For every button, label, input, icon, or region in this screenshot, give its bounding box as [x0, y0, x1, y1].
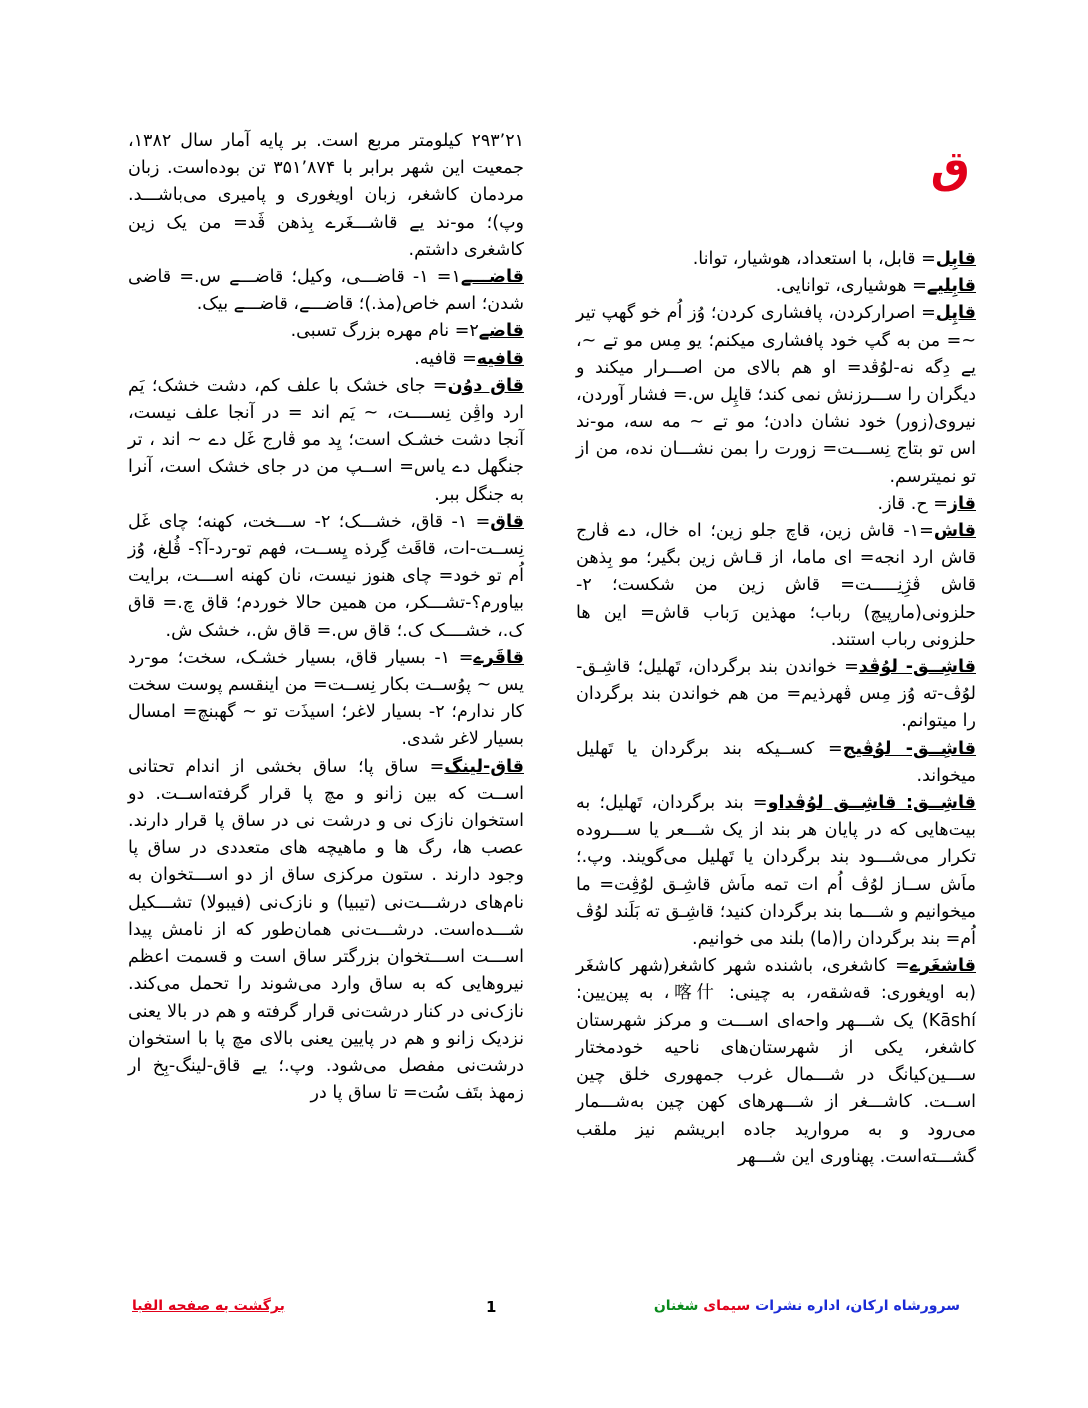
dictionary-entry — [128, 128, 524, 264]
entry-definition: = ح. قاز. — [877, 493, 948, 514]
entry-headword: قافیه — [476, 348, 524, 369]
entry-definition: = کاشغری، باشنده شهر کاشغر(شهر کاشغَر (به اویغوری: قەشقەر، به چینی: 喀什، به پین‌یین: Kāshí) یک شـــهر واحه‌ای اســـت و مرکز شهرستان کاشغر، یکی از شهرستان‌های ناحیه خودمختار ســـین‌کیانگ در شـــمال غرب جمهوری خلق چین اســت. کاشـــغر از شـــهرهای کهن چین به‌شـــمار می‌رود و به مرواريد جاده ابریشم نیز ملقب گشـــته‌است. پهناوری این شـــهر — [576, 956, 976, 1167]
dictionary-entry — [576, 790, 976, 953]
entry-definition: = ۱- قاق، خشـــک؛ ۲- ســـخت، کهنه؛ چای غَل نِســت-ات، قاقَث گِرذه یِســت، فهم تو-رد-آ؟- ڤُلغ، وُز اُم تو خود= چای هنوز نیست، نان کهنه اســـت، برایت بیاورم؟-تشـــکر، من همین حالا خوردم؛ قاق چ.= قاق ک.، خشــــک ک.؛ قاق س.= قاق ش.، خشک ش. — [128, 511, 524, 641]
entry-definition: ۱= ۱- قاضـــی، وکیل؛ قاضـــے س.= قاضی شدن؛ اسم خاص(مذ.)؛ قاضـــے، قاضـــے بیک. — [128, 267, 524, 315]
entry-definition: ۲= نام مهره بزرگ تسبی. — [290, 321, 479, 342]
entry-definition: ۲۹۳٬۲۱ کیلومتر مربع است. بر پایه آمار سال ۱۳۸۲، جمعیت این شهر برابر با ۳۵۱٬۸۷۴ تن بوده‌است. زبان مردمان کاشغر، زبان اویغوری و پامیری می‌باشـــد. وپ)؛ مو-ند یے قاشـــغَرے بِذهن ڤَد= من یک زین کاشغری داشتم. — [128, 131, 524, 260]
entry-definition: = کســیکه بند برگردان یا تَهلیل میخواند. — [576, 738, 976, 786]
left-column — [128, 128, 524, 1107]
entry-headword: قاپِل — [935, 303, 976, 324]
entry-definition: = جای خشک با علف کم، دشت خشک؛ یَم ارد واڤِن نِســــت، ~ یَم اند = در آنجا علف نیست، آنجا دشت خشـک است؛ یِد مو ڤارج غَل دے ~ اند ، تر جنگهل دے یاس= اســپ من در جای خشک است، آنرا به جنگل ببر. — [128, 375, 524, 505]
dictionary-entry — [128, 509, 524, 645]
dictionary-entry — [576, 654, 976, 736]
back-to-alphabet-link[interactable]: برگشت به صفحه الفبا — [132, 1298, 285, 1314]
dictionary-entry — [128, 346, 524, 373]
entry-headword: قاز — [947, 493, 976, 514]
entry-definition: = بند برگردان، تَهلیل؛ به بیت‌هایی که در پایان هر بند از یک شـــعر یا ســـروده تکرار می‌شـــود بند برگردان یا تَهلیل می‌گویند. وپ.؛ ماَش ســاز لوُڤ اُم ات تمه ماَش قاشِـق لوُڤِت= ما میخوانیم و شـــما بند برگردان کنید؛ قاشِـق ته بَلَند لوُڤ اُم= بند برگردان را(ما) بلند می خوانیم. — [576, 793, 976, 950]
entry-headword: قاقَرے — [473, 647, 524, 668]
credit-word-1: سیمای — [703, 1298, 751, 1314]
entry-definition: = ساق پا؛ ساق بخشی از اندام تحتانی اســت که بین زانو و مچ پا قرار گرفته‌اســت. دو استخوان نازک نی و درشت نی در ساق پا قرار دارند. عصب ها، رگ ها و ماهیچه های متعددی در ساق پا وجود دارند . ستون مرکزی ساق از دو اســـتخوان به نام‌های درشـــت‌نی (تیبیا) و نازک‌نی (فیبولا) تشـــکیل شـــده‌است. درشـــت‌نی همان‌طور که از نامش پیدا اســـت اســـتخوان بزرگتر ساق است و قسمت اعظم نیروهایی که به ساق وارد می‌شوند را تحمل می‌کند. نازک‌نی در کنار درشت‌نی قرار گرفته و هم در بالا یعنی نزدیک زانو و هم در پایین یعنی بالای مچ پا با استخوان درشت‌نی مفصل می‌شود. وپ.؛ یے قاق-لینگ-بِخ ار زمهذ بتَف سُت= تا ساق پا در — [128, 756, 524, 1104]
entry-headword: قاق-لینگ — [444, 756, 524, 777]
dictionary-entry — [128, 264, 524, 318]
entry-definition: = اصرارکردن، پافشاری کردن؛ وُز اُم خو گهپ تیر ~= من به گپ خود پافشاری میکنم؛ یو مِس مو تے ~، یے دِگه نه-لوُڤد= او هم بالای من اصـــرار میکند و دیگران را ســـرزنش نمی کند؛ قاپِل س.= فشار آوردن، نیروی(زور) خود نشان دادن؛ مو تے ~ مه سه، مو-ند اس تو بتاج نِســـت= زورت را بمن نشـــان نده، من از تو نمیترسم. — [575, 303, 976, 487]
dictionary-entry — [576, 300, 976, 490]
dictionary-entry — [576, 491, 976, 518]
entry-definition: = هوشیاری، توانایی. — [775, 276, 927, 297]
dictionary-entry — [576, 273, 976, 300]
entry-headword: قابِلیے — [926, 276, 976, 297]
dictionary-entry — [128, 754, 524, 1108]
entry-definition: =۱- قاش زین، قاچ جلو زین؛ اه خال، دے ڤارج قاش ارد انجه= ای ماما، از قـاش زین بگیر؛ مو بِذهن قاش ڤژِنِـــــت= قاش زین من شکست؛ ۲-حلزونی(مارپیچ) رباب؛ مهذین رَباب قاش= این ها حلزونی رباب استند. — [576, 521, 976, 650]
page-number: 1 — [486, 1298, 497, 1316]
dictionary-entry — [576, 246, 976, 273]
entry-definition: = ۱- بسیار قاق، بسیار خشـک، سخت؛ مو-رد یس ~ پوُســت بکار نِســت= من اینقسم پوست سخت کار ندارم؛ ۲- بسیار لاغر؛ اسیذَت تو ~ گهبنچ= امسال بسیار لاغر شدی. — [128, 647, 524, 750]
entry-headword: قاشِــق- لوُڤیج — [842, 738, 977, 759]
entry-headword: قاشغَرے — [909, 956, 976, 977]
entry-definition: = خواندن بند برگردان، تَهلیل؛ قاشِـق- لوُڤ-ته وُز مِس ڤهرذیم= من هم خواندن بند برگردان را میتوانم. — [576, 657, 976, 732]
entry-definition: = قابل، با استعداد، هوشیار، توانا. — [692, 249, 936, 269]
entry-headword: قاق — [490, 511, 524, 532]
entry-headword: قاضے — [478, 321, 524, 342]
footer-credit — [654, 1298, 960, 1314]
dictionary-entry — [576, 736, 976, 790]
entry-headword: قاش — [933, 521, 976, 542]
entry-definition: = قافیه. — [414, 348, 477, 369]
dictionary-entry — [128, 373, 524, 509]
credit-office: اداره نشرات — [755, 1298, 841, 1314]
entry-headword: قاق دوُن — [447, 375, 524, 396]
entry-headword: قاضـــے — [460, 267, 524, 288]
entry-headword: قاشِــق: قاشِــق لوُڤداو — [767, 793, 977, 814]
credit-word-2: شغنان — [653, 1298, 699, 1314]
dictionary-entry — [128, 645, 524, 754]
section-letter: ق — [930, 142, 970, 193]
right-column — [576, 246, 976, 1171]
dictionary-entry — [128, 318, 524, 345]
entry-headword: قاشِــق- لوُڤد — [858, 657, 976, 678]
dictionary-entry — [576, 953, 976, 1171]
dictionary-entry — [576, 518, 976, 654]
credit-name: سرورشاه ارکان، — [845, 1298, 960, 1314]
entry-headword: قابِل — [935, 249, 976, 269]
